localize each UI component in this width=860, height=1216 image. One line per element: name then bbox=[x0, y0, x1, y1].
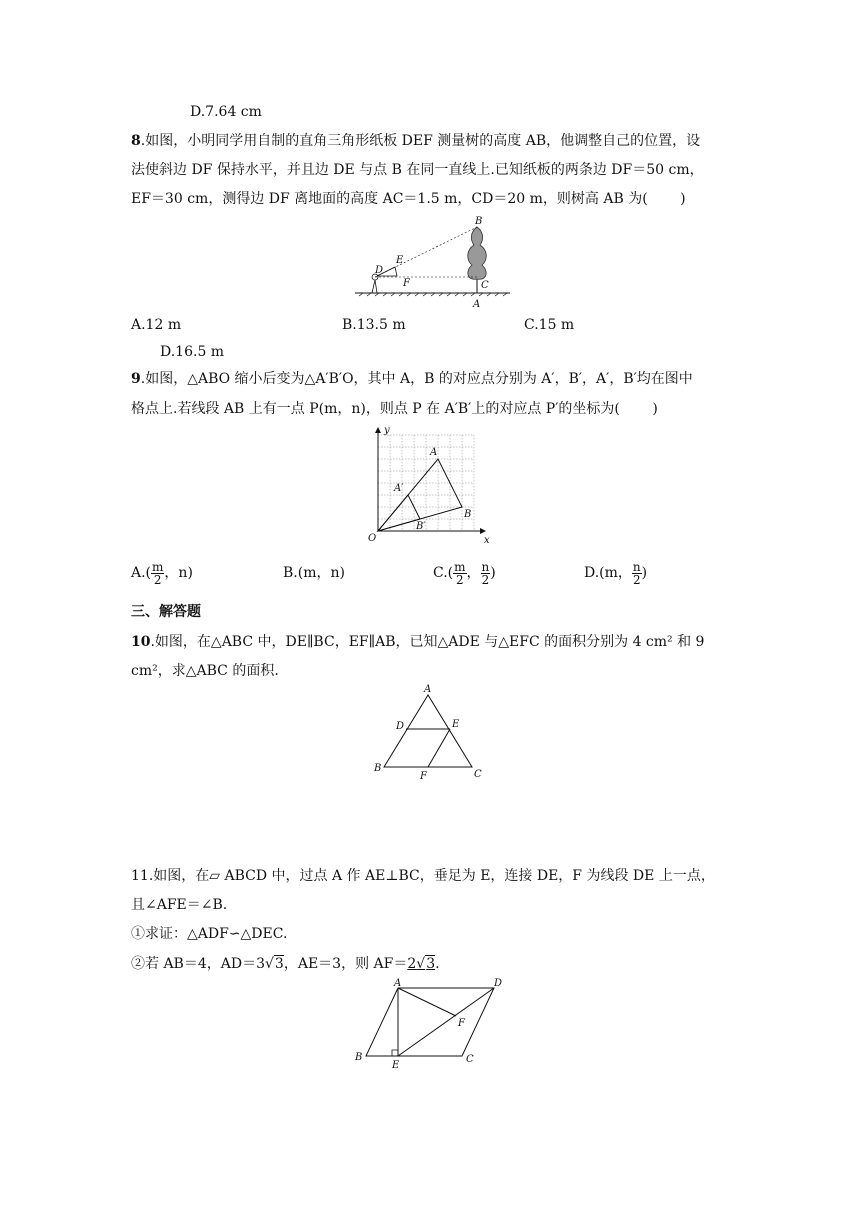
q10-label-c: C bbox=[474, 769, 482, 780]
q9-option-a-frac: $\frac{m}{2}$ bbox=[152, 559, 164, 587]
q8-label-b: B bbox=[475, 216, 483, 227]
q8-option-b: B.13.5 m bbox=[342, 317, 406, 333]
q7-option-d: D.7.64 cm bbox=[190, 104, 262, 120]
q9-option-a: A.( $\frac{m}{2}$ ，n) bbox=[131, 559, 193, 587]
q9-line2: 格点上.若线段 AB 上有一点 P(m，n)，则点 P 在 A′B′上的对应点 P′的坐标为( ) bbox=[131, 401, 658, 417]
q11-label-a: A bbox=[394, 978, 402, 989]
q8-option-d: D.16.5 m bbox=[160, 344, 225, 360]
q9-label-y: y bbox=[384, 425, 390, 436]
q9-option-c-frac1: $\frac{m}{2}$ bbox=[454, 559, 466, 587]
q11-line2: 且∠AFE＝∠B. bbox=[131, 897, 228, 913]
q8-label-c: C bbox=[481, 280, 489, 291]
q11-label-b: B bbox=[355, 1052, 363, 1063]
q9-label-b-prime: B′ bbox=[416, 521, 426, 532]
q9-line1 bbox=[131, 369, 693, 389]
q10-label-d: D bbox=[396, 721, 405, 732]
q9-label-a: A bbox=[430, 447, 438, 458]
q8-option-c: C.15 m bbox=[524, 317, 575, 333]
q11-parallelogram-figure bbox=[350, 980, 520, 1080]
q9-label-b: B bbox=[464, 509, 472, 520]
q8-label-e: E bbox=[396, 255, 404, 266]
q9-option-c: C.( $\frac{m}{2}$ ， $\frac{n}{2}$ ) bbox=[433, 559, 496, 587]
q10-label-a: A bbox=[424, 684, 432, 695]
q10-label-e: E bbox=[452, 719, 460, 730]
q9-text1: .如图，△ABO 缩小后变为△A′B′O，其中 A，B 的对应点分别为 A′，B′，A′，B′均在图中 bbox=[140, 371, 693, 387]
q11-part1: ①求证：△ADF∽△DEC. bbox=[131, 926, 288, 942]
q10-text1: .如图，在△ABC 中，DE∥BC，EF∥AB，已知△ADE 与△EFC 的面积分别为 4 cm² 和 9 bbox=[150, 634, 705, 650]
q8-number: 8 bbox=[131, 133, 141, 149]
q9-label-o: O bbox=[368, 533, 377, 544]
q8-line3: EF＝30 cm，测得边 DF 离地面的高度 AC＝1.5 m，CD＝20 m，则树高 AB 为( ) bbox=[131, 191, 686, 207]
q11-part2: ②若 AB＝4，AD＝3√3，AE＝3，则 AF＝2√3. bbox=[131, 956, 440, 972]
q8-option-a: A.12 m bbox=[131, 317, 182, 333]
q9-label-x: x bbox=[484, 535, 490, 546]
q11-line1: 11.如图，在▱ ABCD 中，过点 A 作 AE⊥BC，垂足为 E，连接 DE，F 为线段 DE 上一点， bbox=[131, 868, 715, 884]
q8-label-d: D bbox=[375, 265, 384, 276]
q9-option-b: B.(m，n) bbox=[283, 565, 345, 581]
q10-line1 bbox=[131, 632, 704, 652]
q8-label-f: F bbox=[403, 278, 410, 289]
q10-line2: cm²，求△ABC 的面积. bbox=[131, 663, 279, 679]
q9-grid-figure bbox=[366, 425, 496, 545]
q9-option-c-frac2: $\frac{n}{2}$ bbox=[481, 559, 490, 587]
q8-line1 bbox=[131, 131, 700, 151]
q9-number: 9 bbox=[131, 371, 141, 387]
q10-triangle-figure bbox=[372, 683, 502, 783]
q9-option-d-frac: $\frac{n}{2}$ bbox=[632, 559, 641, 587]
q8-text1: .如图，小明同学用自制的直角三角形纸板 DEF 测量树的高度 AB，他调整自己的位置，设 bbox=[140, 133, 701, 149]
q8-tree-figure bbox=[355, 215, 515, 315]
section-3-heading: 三、解答题 bbox=[131, 604, 201, 620]
q10-label-b: B bbox=[374, 763, 382, 774]
q10-label-f: F bbox=[420, 771, 427, 782]
q10-number: 10 bbox=[131, 634, 151, 650]
q11-label-c: C bbox=[466, 1054, 474, 1065]
q11-label-f: F bbox=[458, 1018, 465, 1029]
q8-label-a: A bbox=[473, 299, 481, 310]
q11-label-d: D bbox=[494, 978, 503, 989]
q9-option-d: D.(m， $\frac{n}{2}$ ) bbox=[584, 559, 648, 587]
q8-line2: 法使斜边 DF 保持水平，并且边 DE 与点 B 在同一直线上.已知纸板的两条边 DF＝50 cm， bbox=[131, 162, 704, 178]
q9-label-a-prime: A′ bbox=[394, 483, 404, 494]
q11-answer: 2√3 bbox=[407, 956, 436, 972]
q11-label-e: E bbox=[392, 1060, 400, 1071]
